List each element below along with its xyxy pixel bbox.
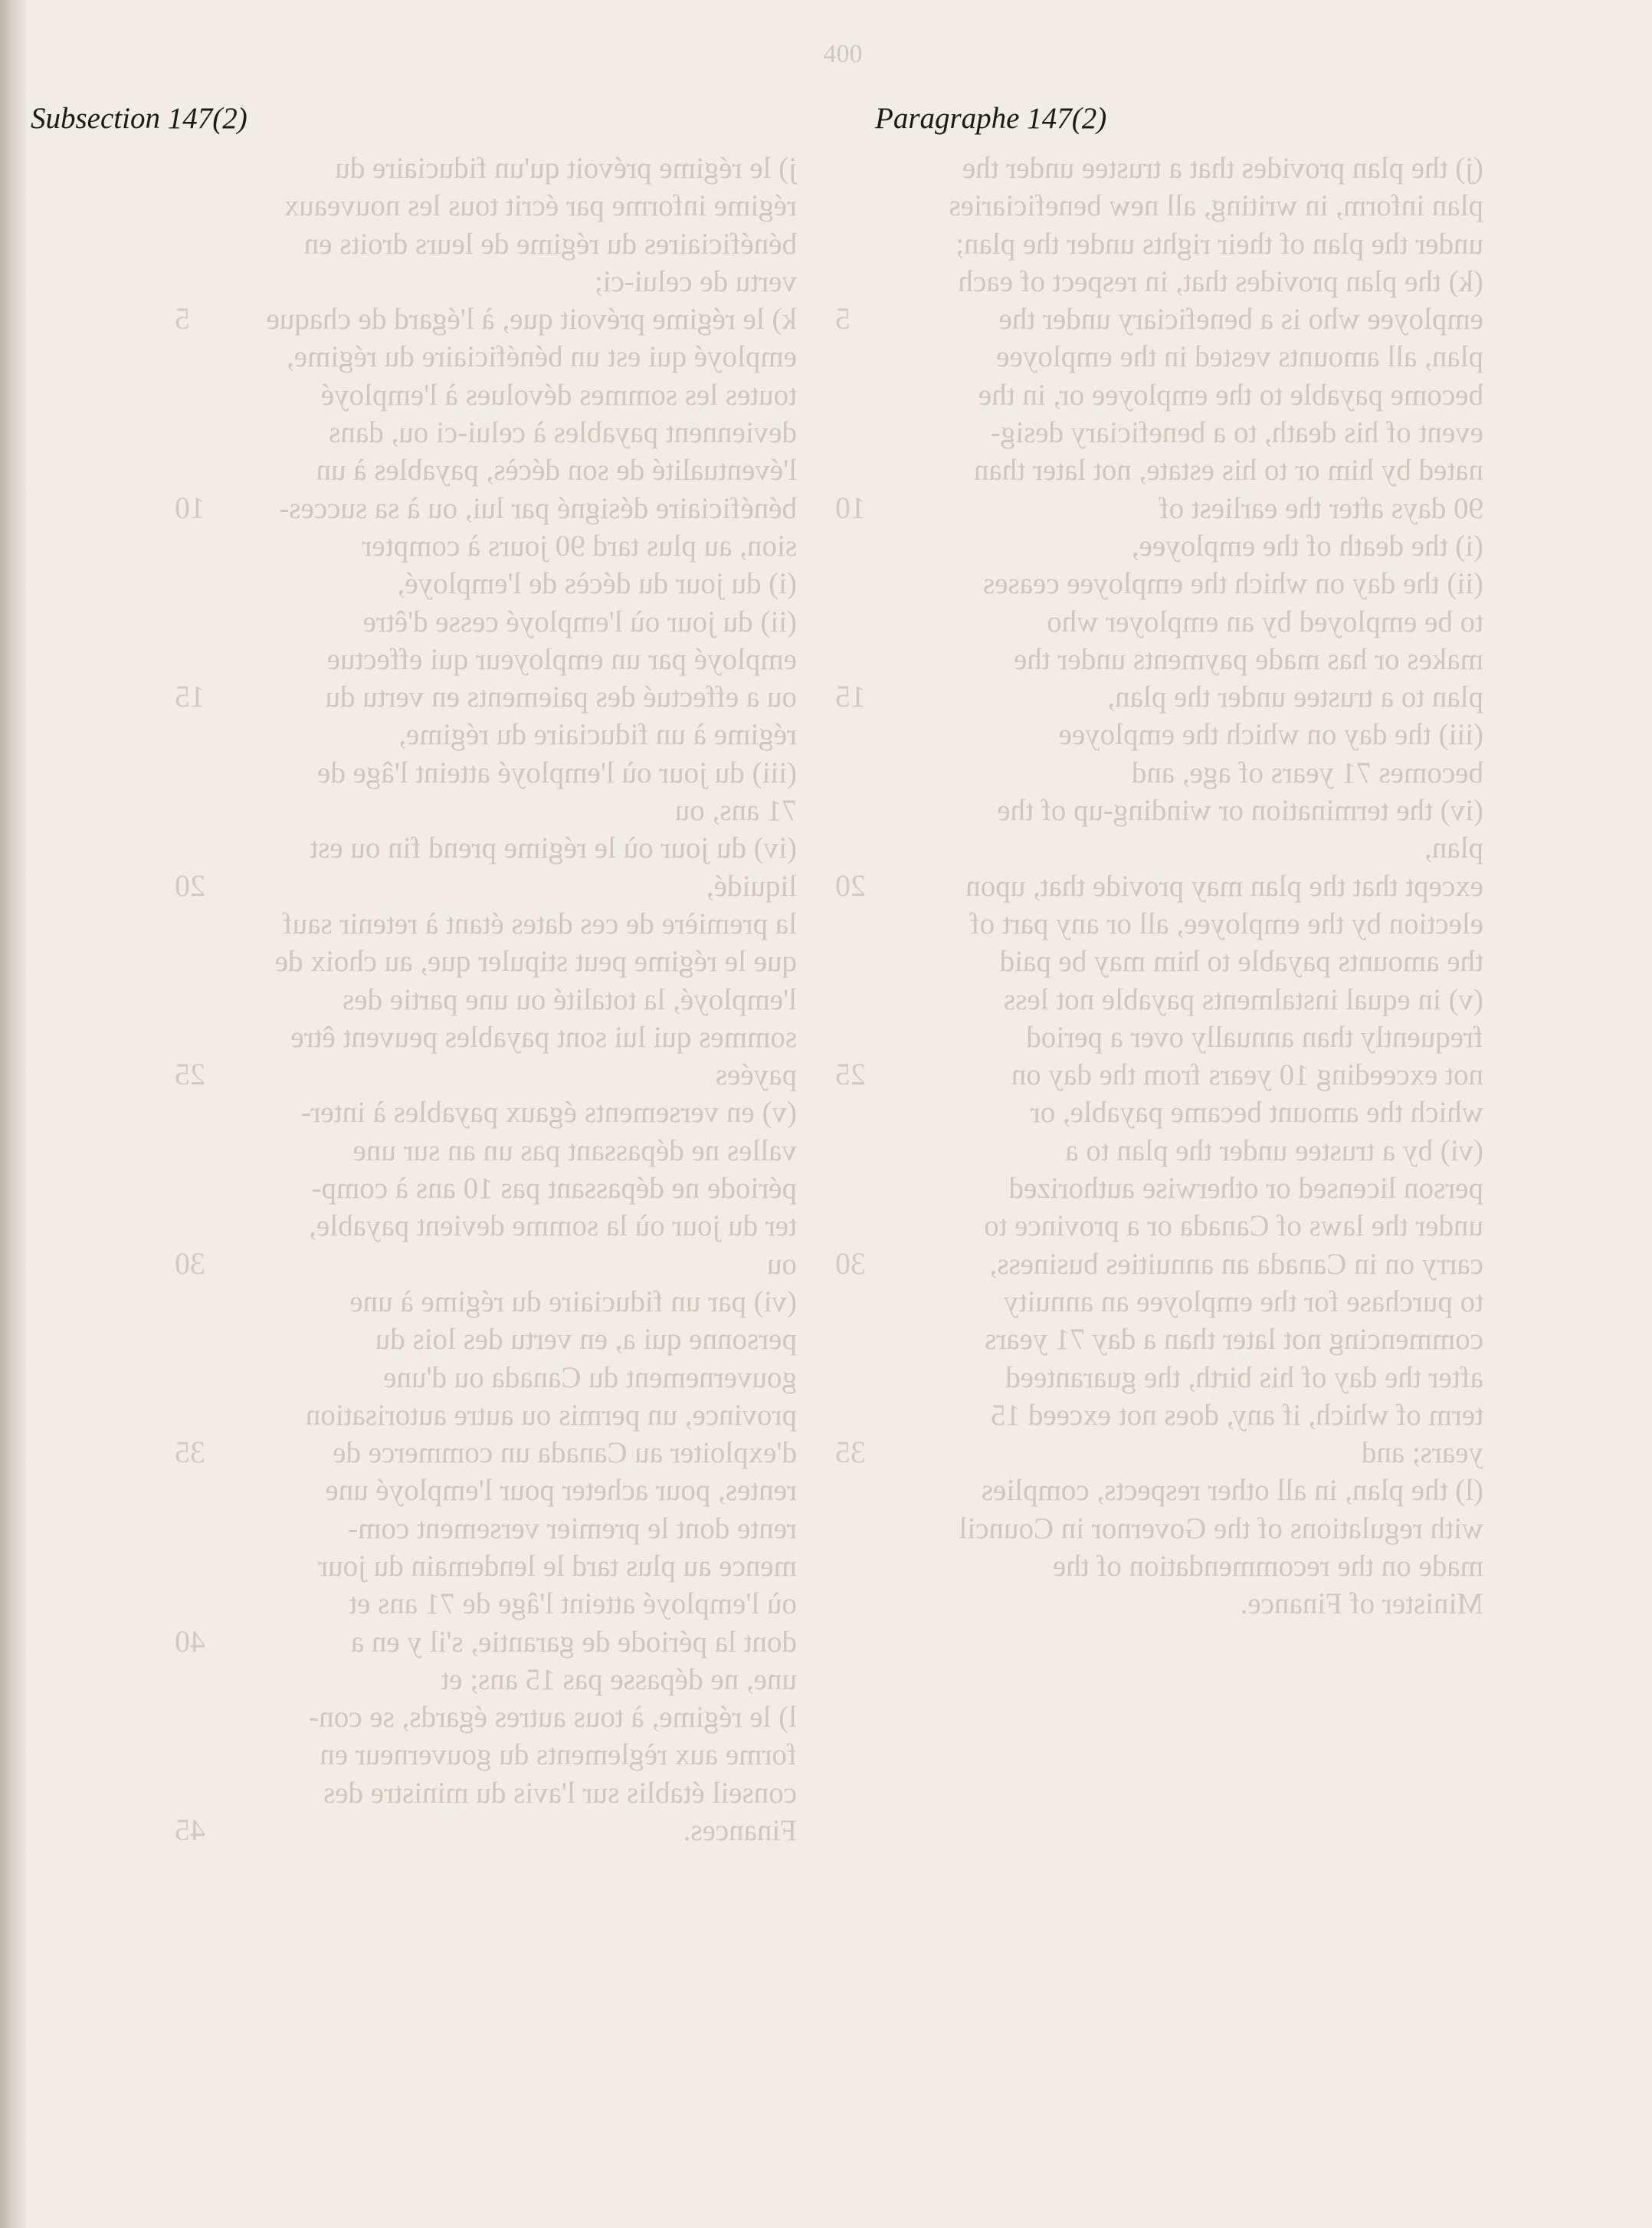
bleed-through-line-fr: que le régime peut stipuler que, au choix de xyxy=(274,945,797,979)
bleed-through-line-en: plan, all amounts vested in the employee xyxy=(996,340,1483,374)
bleed-through-line-fr: gouvernement du Canada ou d'une xyxy=(383,1360,797,1394)
bleed-through-line-en: after the day of his birth, the guaranteed xyxy=(1005,1360,1483,1394)
bleed-through-line-fr: régime informe par écrit tous les nouveaux xyxy=(284,189,797,223)
bleed-through-line-fr: où l'employé atteint l'âge de 71 ans et xyxy=(349,1587,797,1621)
bleed-through-line-fr: j) le régime prévoit qu'un fiduciaire du xyxy=(335,152,797,185)
bleed-through-line-number-en: 25 xyxy=(835,1057,866,1092)
bleed-through-line-en: made on the recommendation of the xyxy=(1052,1549,1483,1583)
bleed-through-line-en: to be employed by an employer who xyxy=(1047,605,1483,638)
bleed-through-line-en: the amounts payable to him may be paid xyxy=(999,945,1483,979)
bleed-through-line-en: term of which, if any, does not exceed 15 xyxy=(991,1398,1483,1432)
bleed-through-line-en: nated by him or to his estate, not later than xyxy=(974,454,1483,487)
bleed-through-line-number-fr: 5 xyxy=(175,301,190,336)
bleed-through-line-fr: bénéficiaire désigné par lui, ou à sa succes- xyxy=(279,491,797,525)
bleed-through-line-en: (vi) by a trustee under the plan to a xyxy=(1065,1134,1483,1167)
bleed-through-line-fr: (ii) du jour où l'employé cesse d'être xyxy=(362,605,797,638)
bleed-through-line-en: (i) the death of the employee, xyxy=(1131,529,1483,563)
bleed-through-line-en: (j) the plan provides that a trustee under the xyxy=(962,152,1483,185)
bleed-through-line-en: frequently than annually over a period xyxy=(1026,1020,1483,1054)
bleed-through-line-fr: dont la période de garantie, s'il y en a xyxy=(350,1625,797,1659)
bleed-through-line-en: person licensed or otherwise authorized xyxy=(1008,1172,1483,1206)
bleed-through-line-en: commencing not later than a day 71 years xyxy=(985,1323,1483,1357)
bleed-through-line-en: becomes 71 years of age, and xyxy=(1131,756,1483,789)
bleed-through-line-fr: vertu de celui-ci; xyxy=(594,264,797,298)
bleed-through-line-fr: une, ne dépasse pas 15 ans; et xyxy=(441,1662,797,1696)
bleed-through-line-number-en: 35 xyxy=(835,1435,866,1470)
bleed-through-french-column xyxy=(184,149,797,1849)
bleed-through-line-fr: personne qui a, en vertu des lois du xyxy=(375,1323,797,1357)
bleed-through-line-en: plan, xyxy=(1424,832,1483,865)
bleed-through-line-fr: l'employé, la totalité ou une partie des xyxy=(343,983,797,1016)
bleed-through-line-en: event of his death, to a beneficiary desig- xyxy=(990,416,1483,450)
bleed-through-line-fr: (vi) par un fiduciaire du régime à une xyxy=(349,1285,797,1318)
bleed-through-line-en: become payable to the employee or, in the xyxy=(978,378,1483,412)
bleed-through-line-fr: d'exploiter au Canada un commerce de xyxy=(333,1436,797,1470)
bleed-through-line-fr: forme aux règlements du gouverneur en xyxy=(320,1738,797,1772)
bleed-through-line-en: (l) the plan, in all other respects, complies xyxy=(981,1474,1483,1508)
bleed-through-line-fr: ter du jour où la somme devient payable, xyxy=(309,1209,797,1243)
bleed-through-line-en: plan inform, in writing, all new beneficiaries xyxy=(949,189,1483,223)
bleed-through-line-fr: Finances. xyxy=(683,1814,797,1848)
bleed-through-line-en: 90 days after the earliest of xyxy=(1159,491,1483,525)
bleed-through-line-number-fr: 15 xyxy=(175,679,205,714)
bleed-through-line-en: except that the plan may provide that, upon xyxy=(965,869,1483,903)
bleed-through-line-fr: 71 ans, ou xyxy=(674,794,797,828)
binding-edge xyxy=(0,0,26,2228)
bleed-through-line-en: years; and xyxy=(1361,1436,1483,1470)
bleed-through-line-en: not exceeding 10 years from the day on xyxy=(1011,1058,1483,1092)
bleed-through-line-number-fr: 35 xyxy=(175,1435,205,1470)
bleed-through-line-fr: employé qui est un bénéficiaire du régime, xyxy=(286,340,797,374)
bleed-through-line-number-en: 30 xyxy=(835,1245,866,1281)
bleed-through-line-fr: toutes les sommes dévolues à l'employé xyxy=(320,378,797,412)
bleed-through-line-en: employee who is a beneficiary under the xyxy=(998,303,1483,336)
bleed-through-line-fr: (i) du jour du décès de l'employé, xyxy=(397,567,797,601)
bleed-through-line-number-en: 15 xyxy=(835,679,866,714)
bleed-through-line-number-fr: 25 xyxy=(175,1057,205,1092)
page-number: 400 xyxy=(823,40,863,68)
bleed-through-line-fr: (iv) du jour où le régime prend fin ou est xyxy=(310,832,797,865)
bleed-through-line-en: under the laws of Canada or a province to xyxy=(984,1209,1483,1243)
bleed-through-line-number-fr: 45 xyxy=(175,1813,205,1848)
bleed-through-line-en: Minister of Finance. xyxy=(1240,1587,1483,1621)
bleed-through-line-en: (k) the plan provides that, in respect of each xyxy=(958,264,1483,298)
bleed-through-line-fr: conseil établis sur l'avis du ministre des xyxy=(323,1776,797,1810)
bleed-through-line-en: to purchase for the employee an annuity xyxy=(1004,1285,1483,1318)
bleed-through-line-fr: bénéficiaires du régime de leurs droits en xyxy=(303,227,797,261)
bleed-through-line-fr: employé par un employeur qui effectue xyxy=(326,642,797,676)
bleed-through-line-en: under the plan of their rights under the plan; xyxy=(955,227,1483,261)
bleed-through-line-fr: sion, au plus tard 90 jours à compter xyxy=(362,529,797,563)
bleed-through-line-fr: (v) en versements égaux payables à inter- xyxy=(301,1096,797,1130)
bleed-through-line-en: makes or has made payments under the xyxy=(1014,642,1483,676)
bleed-through-line-fr: rente dont le premier versement com- xyxy=(348,1511,797,1545)
bleed-through-line-en: (v) in equal instalments payable not less xyxy=(1003,983,1483,1016)
bleed-through-line-fr: rentes, pour acheter pour l'employé une xyxy=(325,1474,797,1508)
bleed-through-line-fr: sommes qui lui sont payables peuvent être xyxy=(290,1020,797,1054)
bleed-through-line-en: (ii) the day on which the employee ceases xyxy=(982,567,1483,601)
bleed-through-line-fr: l) le régime, à tous autres égards, se con- xyxy=(309,1701,797,1734)
bleed-through-line-en: (iv) the termination or winding-up of the xyxy=(997,794,1483,828)
bleed-through-line-fr: liquidé, xyxy=(706,869,797,903)
bleed-through-line-number-en: 5 xyxy=(835,301,851,336)
bleed-through-line-fr: k) le régime prévoit que, à l'égard de chaque xyxy=(266,303,797,336)
bleed-through-line-fr: mence au plus tard le lendemain du jour xyxy=(318,1549,797,1583)
section-heading-right: Paragraphe 147(2) xyxy=(875,102,1107,135)
bleed-through-line-number-fr: 30 xyxy=(175,1245,205,1281)
bleed-through-line-en: with regulations of the Governor in Council xyxy=(959,1511,1483,1545)
bleed-through-line-fr: ou a effectué des paiements en vertu du xyxy=(325,681,797,714)
bleed-through-english-column xyxy=(863,149,1483,1623)
bleed-through-line-number-fr: 40 xyxy=(175,1623,205,1659)
bleed-through-line-fr: valles ne dépassant pas un an sur une xyxy=(352,1134,797,1167)
bleed-through-line-fr: ou xyxy=(767,1247,797,1281)
bleed-through-line-number-en: 10 xyxy=(835,490,866,525)
bleed-through-line-en: (iii) the day on which the employee xyxy=(1058,718,1483,752)
bleed-through-line-fr: période ne dépassant pas 10 ans à comp- xyxy=(311,1172,797,1206)
bleed-through-line-fr: la première de ces dates étant à retenir sauf xyxy=(282,907,797,940)
bleed-through-line-en: plan to a trustee under the plan, xyxy=(1107,681,1483,714)
bleed-through-line-number-en: 20 xyxy=(835,868,866,903)
bleed-through-line-fr: régime à un fiduciaire du régime, xyxy=(398,718,797,752)
bleed-through-line-en: carry on in Canada an annuities business, xyxy=(989,1247,1483,1281)
bleed-through-line-fr: (iii) du jour où l'employé atteint l'âge de xyxy=(317,756,797,789)
bleed-through-line-en: election by the employee, all or any part of xyxy=(969,907,1483,940)
section-heading-left: Subsection 147(2) xyxy=(31,102,247,135)
bleed-through-line-number-fr: 20 xyxy=(175,868,205,903)
bleed-through-line-fr: province, un permis ou autre autorisation xyxy=(305,1398,797,1432)
bleed-through-line-number-fr: 10 xyxy=(175,490,205,525)
bleed-through-line-fr: l'éventualité de son décès, payables à un xyxy=(316,454,797,487)
bleed-through-line-en: which the amount became payable, or xyxy=(1030,1096,1483,1130)
bleed-through-line-fr: payées xyxy=(715,1058,797,1092)
bleed-through-line-fr: deviennent payables à celui-ci ou, dans xyxy=(329,416,797,450)
